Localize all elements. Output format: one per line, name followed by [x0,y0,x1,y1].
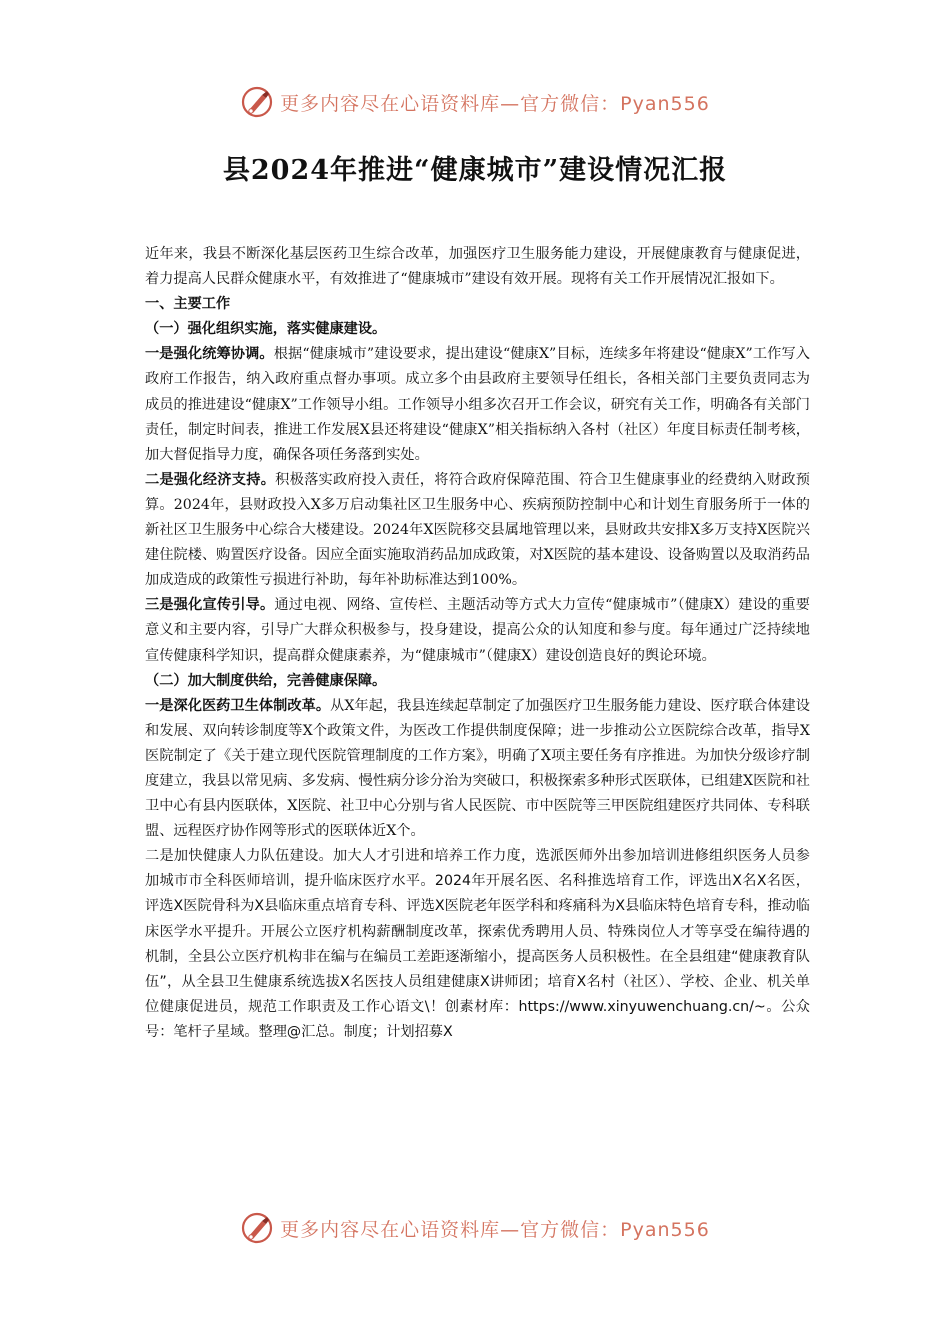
pen-nib-circle-logo-icon [240,85,274,119]
paragraph-lead: 三是强化宣传引导。 [145,597,275,614]
paragraph-lead: 一是深化医药卫生体制改革。 [145,697,331,714]
banner-text: 更多内容尽在心语资料库—官方微信：Pyan556 [280,92,710,115]
header-banner [0,82,950,122]
paragraph-coordination [145,342,810,467]
subsection-heading-1: （一）强化组织实施，落实健康建设。 [145,321,387,338]
paragraph-text: 通过电视、网络、宣传栏、主题活动等方式大力宣传“健康城市”（健康X）建设的重要意义和主要内容，引导广大群众积极参与，投身建设，提高公众的认知度和参与度。每年通过广泛持续地宣传健康科学知识，提高群众健康素养，为“健康城市”（健康X）建设创造良好的舆论环境。 [145,597,810,664]
paragraph-text: 从X年起，我县连续起草制定了加强医疗卫生服务能力建设、医疗联合体建设和发展、双向转诊制度等X个政策文件，为医改工作提供制度保障；进一步推动公立医院综合改革，指导X医院制定了《关于建立现代医院管理制度的工作方案》，明确了X项主要任务有序推进。为加快分级诊疗制度建立，我县以常见病、多发病、慢性病分诊分治为突破口，积极探索多种形式医联体，已组建X医院和社卫中心有县内医联体，X医院、社卫中心分别与省人民医院、市中医院等三甲医院组建医疗共同体、专科联盟、远程医疗协作网等形式的医联体近X个。 [145,697,810,840]
intro-paragraph: 近年来，我县不断深化基层医药卫生综合改革，加强医疗卫生服务能力建设，开展健康教育与健康促进，着力提高人民群众健康水平，有效推进了“健康城市”建设有效开展。现将有关工作开展情况汇报如下。 [145,246,810,288]
paragraph-medical-reform [145,694,810,845]
paragraph-lead: 一是强化统筹协调。 [145,346,274,363]
document-body [145,242,810,1045]
footer-banner [0,1208,950,1248]
document-title: 县2024年推进“健康城市”建设情况汇报 [222,155,728,186]
pen-nib-circle-logo-icon [240,1211,274,1245]
subsection-heading-2: （二）加大制度供给，完善健康保障。 [145,672,387,689]
section-heading-main-work: 一、主要工作 [145,296,231,313]
paragraph-workforce: 二是加快健康人力队伍建设。加大人才引进和培养工作力度，选派医师外出参加培训进修组织医务人员参加城市市全科医师培训，提升临床医疗水平。2024年开展名医、名科推选培育工作，评选出X名X名医，评选X医院骨科为X县临床重点培育专科、评选X医院老年医学科和疼痛科为X县临床特色培育专科，推动临床医学水平提升。开展公立医疗机构薪酬制度改革，探索优秀聘用人员、特殊岗位人才等享受在编待遇的机制，全县公立医疗机构非在编与在编员工差距逐渐缩小，提高医务人员积极性。在全县组建“健康教育队伍”，从全县卫生健康系统选拔X名医技人员组建健康X讲师团；培育X名村（社区）、学校、企业、机关单位健康促进员，规范工作职责及工作心语文\！创素材库：https://www.xinyuwenchuang.cn/~。公众号：笔杆子星域。整理@汇总。制度；计划招募X [145,848,810,1040]
paragraph-text: 根据“健康城市”建设要求，提出建设“健康X”目标，连续多年将建设“健康X”工作写入政府工作报告，纳入政府重点督办事项。成立多个由县政府主要领导任组长，各相关部门主要负责同志为成员的推进建设“健康X”工作领导小组。工作领导小组多次召开工作会议，研究有关工作，明确各有关部门责任，制定时间表，推进工作发展X县还将建设“健康X”相关指标纳入各村（社区）年度目标责任制考核，加大督促指导力度，确保各项任务落到实处。 [145,346,810,463]
paragraph-economic-support [145,468,810,593]
banner-text: 更多内容尽在心语资料库—官方微信：Pyan556 [280,1218,710,1241]
paragraph-text: 积极落实政府投入责任，将符合政府保障范围、符合卫生健康事业的经费纳入财政预算。2024年，县财政投入X多万启动集社区卫生服务中心、疾病预防控制中心和计划生育服务所于一体的新社区卫生服务中心综合大楼建设。2024年X医院移交县属地管理以来，县财政共安排X多万支持X医院兴建住院楼、购置医疗设备。因应全面实施取消药品加成政策，对X医院的基本建设、设备购置以及取消药品加成造成的政策性亏损进行补助，每年补助标准达到100%。 [145,471,810,589]
paragraph-lead: 二是强化经济支持。 [145,471,276,488]
paragraph-publicity [145,593,810,668]
